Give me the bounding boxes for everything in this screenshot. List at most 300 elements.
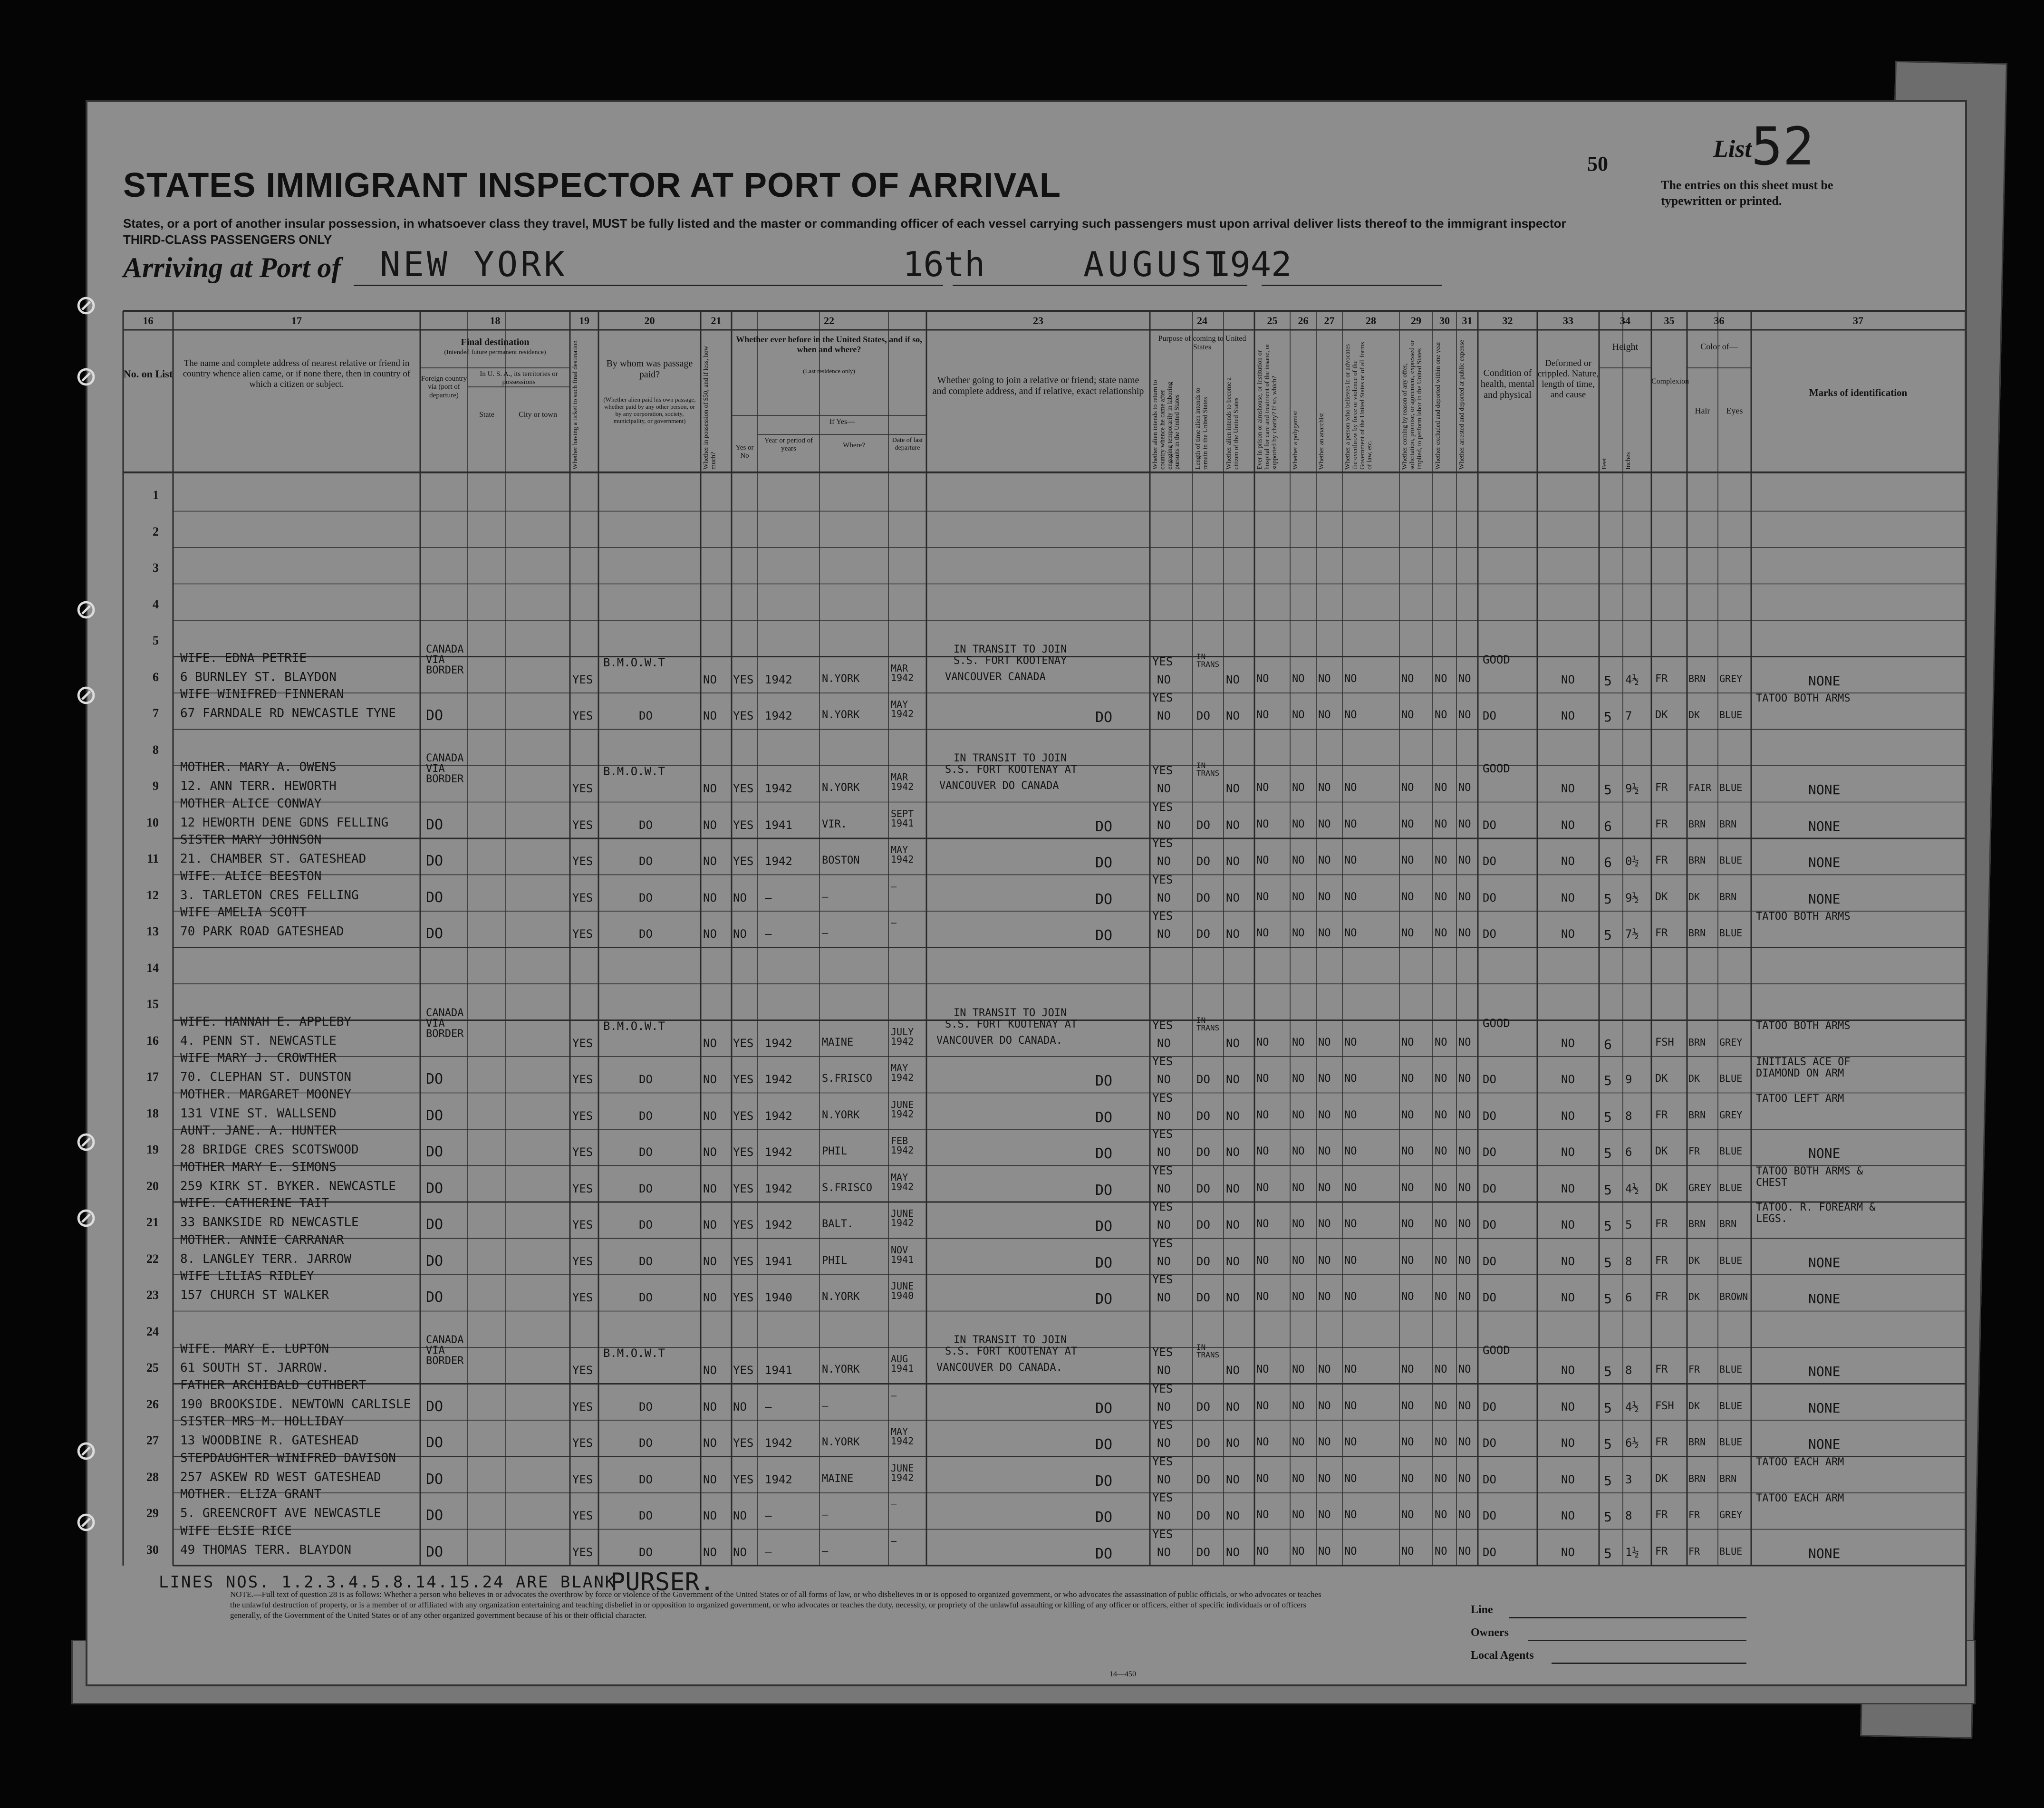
- answer-c25: NO: [1256, 1254, 1269, 1267]
- header-final-destination: Final destination: [461, 337, 530, 347]
- hair-value: FR: [1688, 1545, 1700, 1557]
- eyes-value: BRN: [1719, 1218, 1737, 1230]
- purpose-length: DO: [1196, 855, 1210, 868]
- row-number: 2: [153, 524, 159, 539]
- header-if-yes: If Yes—: [829, 418, 855, 426]
- height-inches: 4½: [1625, 673, 1639, 686]
- answer-c25: NO: [1256, 709, 1269, 721]
- identification-marks: NONE: [1808, 818, 1841, 834]
- money-value: NO: [703, 1472, 717, 1486]
- hair-value: BRN: [1688, 673, 1706, 684]
- answer-c26: NO: [1292, 1109, 1305, 1121]
- purpose-citizen: NO: [1226, 927, 1240, 941]
- height-inches: 7: [1625, 709, 1632, 722]
- height-inches: 8: [1625, 1509, 1632, 1522]
- answer-c30: NO: [1435, 855, 1447, 866]
- answer-c31: NO: [1458, 1109, 1471, 1121]
- height-inches: 4½: [1625, 1400, 1639, 1414]
- health-condition: DO: [1483, 855, 1496, 868]
- hair-value: DK: [1688, 709, 1700, 721]
- joining-value: DO: [1095, 818, 1113, 835]
- height-inches: 5: [1625, 1218, 1632, 1231]
- foreign-country: DO: [426, 1107, 444, 1124]
- answer-c25: NO: [1256, 855, 1269, 866]
- money-value: NO: [703, 1109, 717, 1123]
- purpose-citizen: NO: [1226, 1218, 1240, 1231]
- last-departure: NOV 1941: [891, 1244, 914, 1265]
- complexion-value: FR: [1655, 818, 1668, 830]
- answer-c29: NO: [1401, 709, 1414, 721]
- answer-c25: NO: [1256, 1472, 1269, 1485]
- answer-c30: NO: [1435, 1145, 1447, 1157]
- before-yes-no: YES: [733, 782, 754, 795]
- passage-paid: DO: [639, 1182, 653, 1195]
- identification-marks: NONE: [1808, 1145, 1841, 1161]
- answer-c27: NO: [1318, 1436, 1331, 1448]
- answer-c26: NO: [1292, 673, 1305, 685]
- before-year: —: [765, 1545, 772, 1559]
- joining-line: S.S. FORT KOOTENAY AT: [945, 764, 1078, 776]
- form-number: 14—450: [1109, 1670, 1136, 1678]
- foreign-country: DO: [426, 1252, 444, 1269]
- last-departure: JUNE 1942: [891, 1098, 914, 1120]
- purpose-return: NO: [1157, 782, 1171, 795]
- purpose-citizen: NO: [1226, 891, 1240, 904]
- column-number: 20: [644, 315, 655, 327]
- complexion-value: FR: [1655, 782, 1668, 794]
- answer-c28: NO: [1344, 891, 1357, 903]
- before-where: —: [822, 927, 829, 939]
- answer-c31: NO: [1458, 1364, 1471, 1375]
- header-color-of: Color of—: [1700, 342, 1738, 351]
- before-yes-no: NO: [733, 927, 747, 941]
- complexion-value: FR: [1655, 673, 1668, 685]
- header-prison: Ever in prison or almshouse, or institution or hospital for care and treatment of the insane, or supported by charity? If so, which?: [1256, 344, 1278, 470]
- answer-c27: NO: [1318, 1545, 1331, 1558]
- relative-name: MOTHER MARY E. SIMONS: [180, 1160, 337, 1174]
- hair-value: BRN: [1688, 855, 1706, 866]
- joining-value: DO: [1095, 1109, 1113, 1126]
- row-number: 1: [153, 488, 159, 502]
- ticket-value: YES: [572, 1509, 593, 1522]
- answer-c28: NO: [1344, 1254, 1357, 1267]
- purpose-return: NO: [1157, 891, 1171, 904]
- owners-label: Owners: [1471, 1626, 1509, 1639]
- health-condition: DO: [1483, 1400, 1496, 1414]
- height-feet: 5: [1604, 1509, 1612, 1525]
- joining-value: DO: [1095, 1509, 1113, 1526]
- year-value: 1942: [1209, 244, 1292, 284]
- purpose-yes: YES: [1152, 1200, 1173, 1213]
- purpose-yes: YES: [1152, 1346, 1173, 1359]
- column-number: 29: [1411, 315, 1421, 327]
- row-number: 12: [146, 888, 159, 902]
- before-yes-no: YES: [733, 1109, 754, 1123]
- ticket-value: YES: [572, 1182, 593, 1195]
- height-inches: 1½: [1625, 1545, 1639, 1559]
- passage-paid: DO: [639, 1218, 653, 1231]
- answer-c26: NO: [1292, 1145, 1305, 1157]
- deformed-value: NO: [1561, 1109, 1575, 1123]
- deformed-value: NO: [1561, 673, 1575, 686]
- ticket-value: YES: [572, 1545, 593, 1559]
- complexion-value: FSH: [1655, 1400, 1674, 1412]
- answer-c28: NO: [1344, 782, 1357, 794]
- purpose-yes: YES: [1152, 654, 1173, 668]
- foreign-country: DO: [426, 707, 444, 724]
- height-inches: 3: [1625, 1472, 1632, 1486]
- answer-c25: NO: [1256, 1218, 1269, 1230]
- before-year: 1941: [765, 1254, 792, 1268]
- purpose-return: NO: [1157, 673, 1171, 686]
- passage-paid: B.M.O.W.T: [603, 765, 665, 778]
- before-year: —: [765, 1509, 772, 1522]
- answer-c29: NO: [1401, 1400, 1414, 1412]
- answer-c25: NO: [1256, 1073, 1269, 1085]
- money-value: NO: [703, 927, 717, 941]
- answer-c31: NO: [1458, 1218, 1471, 1230]
- height-inches: 0½: [1625, 855, 1639, 868]
- relative-name: WIFE. MARY E. LUPTON: [180, 1342, 329, 1356]
- purpose-yes: YES: [1152, 1236, 1173, 1250]
- before-year: 1942: [765, 855, 792, 868]
- purpose-length: DO: [1196, 818, 1210, 832]
- agents-label: Local Agents: [1471, 1649, 1534, 1662]
- answer-c30: NO: [1435, 709, 1447, 721]
- relative-name: WIFE ELSIE RICE: [180, 1523, 292, 1538]
- answer-c31: NO: [1458, 673, 1471, 685]
- column-number: 34: [1620, 315, 1630, 327]
- deformed-value: NO: [1561, 927, 1575, 941]
- before-where: N.YORK: [822, 782, 860, 794]
- purpose-yes: YES: [1152, 837, 1173, 850]
- answer-c29: NO: [1401, 673, 1414, 685]
- complexion-value: FR: [1655, 1254, 1668, 1267]
- relative-name: WIFE. HANNAH E. APPLEBY: [180, 1014, 352, 1029]
- header-polygamist: Whether a polygamist: [1292, 411, 1299, 470]
- relative-address: 6 BURNLEY ST. BLAYDON: [180, 670, 337, 684]
- purpose-return: NO: [1157, 1218, 1171, 1231]
- before-year: 1942: [765, 782, 792, 795]
- row-number: 4: [153, 597, 159, 611]
- answer-c26: NO: [1292, 818, 1305, 830]
- answer-c25: NO: [1256, 1291, 1269, 1303]
- row-number: 28: [146, 1470, 159, 1484]
- passage-paid: DO: [639, 1291, 653, 1304]
- column-number: 35: [1664, 315, 1675, 327]
- header-ticket: Whether having a ticket to such final destination: [572, 340, 579, 470]
- answer-c25: NO: [1256, 927, 1269, 939]
- money-value: NO: [703, 855, 717, 868]
- height-feet: 6: [1604, 818, 1612, 834]
- money-value: NO: [703, 673, 717, 686]
- before-year: —: [765, 1400, 772, 1414]
- answer-c25: NO: [1256, 1036, 1269, 1048]
- foreign-country: DO: [426, 1507, 444, 1524]
- money-value: NO: [703, 818, 717, 832]
- answer-c28: NO: [1344, 1364, 1357, 1375]
- answer-c30: NO: [1435, 1472, 1447, 1485]
- relative-name: WIFE MARY J. CROWTHER: [180, 1051, 337, 1065]
- purpose-yes: YES: [1152, 1273, 1173, 1286]
- purpose-return: NO: [1157, 1364, 1171, 1377]
- health-condition: DO: [1483, 1073, 1496, 1086]
- joining-value: DO: [1095, 1254, 1113, 1271]
- header-yes-no: Yes or No: [735, 444, 754, 460]
- answer-c29: NO: [1401, 1509, 1414, 1521]
- relative-name: WIFE. CATHERINE TAIT: [180, 1196, 329, 1211]
- eyes-value: BLUE: [1719, 1254, 1743, 1266]
- before-yes-no: YES: [733, 673, 754, 686]
- column-number: 23: [1033, 315, 1043, 327]
- identification-marks: TATOO BOTH ARMS: [1756, 911, 1851, 923]
- passage-paid: B.M.O.W.T: [603, 655, 665, 669]
- answer-c29: NO: [1401, 1545, 1414, 1558]
- before-yes-no: YES: [733, 1073, 754, 1086]
- money-value: NO: [703, 1291, 717, 1304]
- purpose-length: DO: [1196, 1182, 1210, 1195]
- relative-address: 70. CLEPHAN ST. DUNSTON: [180, 1070, 352, 1084]
- last-departure: AUG 1941: [891, 1353, 914, 1374]
- relative-name: WIFE WINIFRED FINNERAN: [180, 687, 344, 702]
- money-value: NO: [703, 1364, 717, 1377]
- answer-c28: NO: [1344, 1436, 1357, 1448]
- relative-address: 70 PARK ROAD GATESHEAD: [180, 924, 344, 939]
- answer-c25: NO: [1256, 673, 1269, 685]
- before-yes-no: NO: [733, 1400, 747, 1414]
- list-note: The entries on this sheet must be typewritten or printed.: [1661, 178, 1833, 208]
- deformed-value: NO: [1561, 1400, 1575, 1414]
- class-line: THIRD-CLASS PASSENGERS ONLY: [123, 232, 332, 247]
- identification-marks: TATOO. R. FOREARM & LEGS.: [1756, 1202, 1876, 1225]
- before-yes-no: YES: [733, 1364, 754, 1377]
- date-month: AUGUST: [1083, 244, 1230, 284]
- row-number: 29: [146, 1506, 159, 1520]
- column-number: 33: [1563, 315, 1573, 327]
- answer-c27: NO: [1318, 709, 1331, 721]
- answer-c26: NO: [1292, 1073, 1305, 1085]
- health-condition: DO: [1483, 1218, 1496, 1231]
- money-value: NO: [703, 1545, 717, 1559]
- before-where: N.YORK: [822, 1436, 860, 1448]
- purpose-length: IN TRANS: [1196, 652, 1220, 669]
- arriving-label: Arriving at Port of: [123, 252, 341, 283]
- deformed-value: NO: [1561, 1182, 1575, 1195]
- row-number: 11: [147, 852, 159, 866]
- before-where: BOSTON: [822, 855, 860, 866]
- before-where: N.YORK: [822, 673, 860, 685]
- before-where: BALT.: [822, 1218, 854, 1230]
- answer-c29: NO: [1401, 1109, 1414, 1121]
- health-condition: DO: [1483, 1182, 1496, 1195]
- before-year: 1942: [765, 1073, 792, 1086]
- header-deformed: Deformed or crippled. Nature, length of time, and cause: [1537, 358, 1599, 400]
- header-passage: By whom was passage paid?: [606, 358, 693, 380]
- answer-c27: NO: [1318, 1109, 1331, 1121]
- identification-marks: TATOO BOTH ARMS: [1756, 692, 1851, 704]
- complexion-value: FR: [1655, 1291, 1668, 1303]
- instructions-line: States, or a port of another insular possession, in whatsoever class they travel, MUST be fully listed and the master or commanding officer of each vessel carrying such passengers must upon arrival deliver lists thereof to the immigrant inspector: [123, 216, 1566, 231]
- joining-value: DO: [1095, 1472, 1113, 1490]
- identification-marks: NONE: [1808, 891, 1841, 907]
- last-departure: —: [891, 1535, 897, 1547]
- complexion-value: DK: [1655, 891, 1668, 903]
- before-yes-no: YES: [733, 1291, 754, 1304]
- ticket-value: YES: [572, 927, 593, 941]
- height-inches: 6½: [1625, 1436, 1639, 1450]
- before-where: PHIL: [822, 1145, 847, 1157]
- purpose-length: DO: [1196, 1145, 1210, 1159]
- relative-address: 12. ANN TERR. HEWORTH: [180, 779, 337, 793]
- last-departure: MAY 1942: [891, 1171, 914, 1193]
- hole-mark: ⊘: [76, 589, 96, 628]
- header-before-sub: (Last residence only): [803, 367, 855, 375]
- answer-c30: NO: [1435, 1218, 1447, 1230]
- joining-value: DO: [1095, 1182, 1113, 1199]
- column-number: 25: [1267, 315, 1278, 327]
- column-number: 21: [711, 315, 722, 327]
- answer-c30: NO: [1435, 1254, 1447, 1267]
- purpose-length: DO: [1196, 709, 1210, 722]
- deformed-value: NO: [1561, 1073, 1575, 1086]
- height-feet: 6: [1604, 855, 1612, 870]
- passage-paid: DO: [639, 1400, 653, 1414]
- complexion-value: DK: [1655, 1145, 1668, 1157]
- joining-value: DO: [1095, 1291, 1113, 1308]
- column-number: 37: [1853, 315, 1863, 327]
- purpose-return: NO: [1157, 1472, 1171, 1486]
- before-where: —: [822, 1545, 829, 1558]
- header-joining: Whether going to join a relative or friend; state name and complete address, and if relative, exact relationship: [932, 375, 1144, 396]
- last-departure: MAY 1942: [891, 844, 914, 865]
- complexion-value: FR: [1655, 927, 1668, 939]
- answer-c28: NO: [1344, 1400, 1357, 1412]
- purpose-yes: YES: [1152, 691, 1173, 704]
- before-yes-no: YES: [733, 1145, 754, 1159]
- answer-c31: NO: [1458, 1145, 1471, 1157]
- before-where: S.FRISCO: [822, 1182, 872, 1194]
- relative-name: MOTHER. ANNIE CARRANAR: [180, 1232, 344, 1247]
- before-year: 1942: [765, 1472, 792, 1486]
- header-where: Where?: [843, 442, 865, 449]
- header-passage-sub: (Whether alien paid his own passage, whether paid by any other person, or by any corporation, society, municipality, or government): [603, 396, 696, 424]
- relative-name: STEPDAUGHTER WINIFRED DAVISON: [180, 1451, 396, 1465]
- foreign-country: CANADA VIA BORDER: [426, 1334, 464, 1367]
- eyes-value: BLUE: [1719, 1364, 1743, 1375]
- answer-c27: NO: [1318, 1472, 1331, 1485]
- complexion-value: FSH: [1655, 1036, 1674, 1048]
- health-condition: DO: [1483, 1291, 1496, 1304]
- identification-marks: TATOO BOTH ARMS & CHEST: [1756, 1165, 1863, 1189]
- purpose-return: NO: [1157, 1182, 1171, 1195]
- passage-paid: DO: [639, 818, 653, 832]
- joining-line: IN TRANSIT TO JOIN: [954, 1007, 1067, 1019]
- height-feet: 5: [1604, 1400, 1612, 1416]
- relative-address: 259 KIRK ST. BYKER. NEWCASTLE: [180, 1179, 396, 1193]
- before-yes-no: YES: [733, 709, 754, 722]
- money-value: NO: [703, 1254, 717, 1268]
- relative-address: 257 ASKEW RD WEST GATESHEAD: [180, 1470, 381, 1484]
- joining-value: DO: [1095, 1145, 1113, 1162]
- header-in-usa: In U. S. A., its territories or possessions: [480, 370, 558, 386]
- purpose-citizen: NO: [1226, 1400, 1240, 1414]
- answer-c29: NO: [1401, 1218, 1414, 1230]
- foreign-country: DO: [426, 1144, 444, 1160]
- deformed-value: NO: [1561, 1436, 1575, 1450]
- identification-marks: NONE: [1808, 855, 1841, 870]
- answer-c30: NO: [1435, 1400, 1447, 1412]
- passage-paid: DO: [639, 1145, 653, 1159]
- header-labor-offer: Whether coming by reason of any offer, solicitation, promise, or agreement, expressed or implied, to perform labor in the United States: [1401, 340, 1423, 470]
- relative-name: WIFE. ALICE BEESTON: [180, 869, 322, 884]
- answer-c25: NO: [1256, 1436, 1269, 1448]
- answer-c27: NO: [1318, 1291, 1331, 1303]
- ticket-value: YES: [572, 1400, 593, 1414]
- joining-value: DO: [1095, 709, 1113, 726]
- column-number: 28: [1366, 315, 1376, 327]
- date-day: 16th: [903, 244, 985, 284]
- purser-signature: PURSER.: [610, 1568, 715, 1596]
- hair-value: BRN: [1688, 818, 1706, 830]
- money-value: NO: [703, 1436, 717, 1450]
- relative-address: 61 SOUTH ST. JARROW.: [180, 1361, 329, 1375]
- deformed-value: NO: [1561, 1545, 1575, 1559]
- answer-c28: NO: [1344, 818, 1357, 830]
- column-number: 36: [1714, 315, 1725, 327]
- before-yes-no: YES: [733, 855, 754, 868]
- before-year: 1942: [765, 1182, 792, 1195]
- eyes-value: BRN: [1719, 1472, 1737, 1484]
- height-feet: 5: [1604, 891, 1612, 907]
- deformed-value: NO: [1561, 1145, 1575, 1159]
- row-number: 7: [153, 706, 159, 720]
- identification-marks: NONE: [1808, 1364, 1841, 1379]
- health-condition: GOOD: [1483, 1344, 1510, 1357]
- before-yes-no: NO: [733, 891, 747, 904]
- ticket-value: YES: [572, 1073, 593, 1086]
- joining-value: DO: [1095, 891, 1113, 908]
- identification-marks: NONE: [1808, 673, 1841, 689]
- row-number: 10: [146, 815, 159, 829]
- deformed-value: NO: [1561, 1218, 1575, 1231]
- answer-c30: NO: [1435, 891, 1447, 903]
- column-number: 30: [1439, 315, 1450, 327]
- answer-c30: NO: [1435, 1436, 1447, 1448]
- purpose-citizen: NO: [1226, 782, 1240, 795]
- purpose-return: NO: [1157, 1109, 1171, 1123]
- purpose-citizen: NO: [1226, 1073, 1240, 1086]
- answer-c31: NO: [1458, 1545, 1471, 1558]
- last-departure: —: [891, 1389, 897, 1401]
- purpose-yes: YES: [1152, 764, 1173, 777]
- answer-c31: NO: [1458, 1472, 1471, 1485]
- answer-c27: NO: [1318, 855, 1331, 866]
- eyes-value: BRN: [1719, 818, 1737, 830]
- before-year: 1942: [765, 1109, 792, 1123]
- header-purpose-citizen: Whether alien intends to become a citizen of the United States: [1225, 377, 1240, 470]
- before-where: MAINE: [822, 1036, 854, 1048]
- answer-c25: NO: [1256, 1545, 1269, 1558]
- purpose-yes: YES: [1152, 909, 1173, 923]
- line-label: Line: [1471, 1604, 1493, 1616]
- eyes-value: BLUE: [1719, 709, 1743, 721]
- foreign-country: CANADA VIA BORDER: [426, 643, 464, 676]
- answer-c26: NO: [1292, 1182, 1305, 1194]
- answer-c25: NO: [1256, 782, 1269, 794]
- money-value: NO: [703, 1218, 717, 1231]
- hair-value: FR: [1688, 1145, 1700, 1157]
- purpose-citizen: NO: [1226, 1109, 1240, 1123]
